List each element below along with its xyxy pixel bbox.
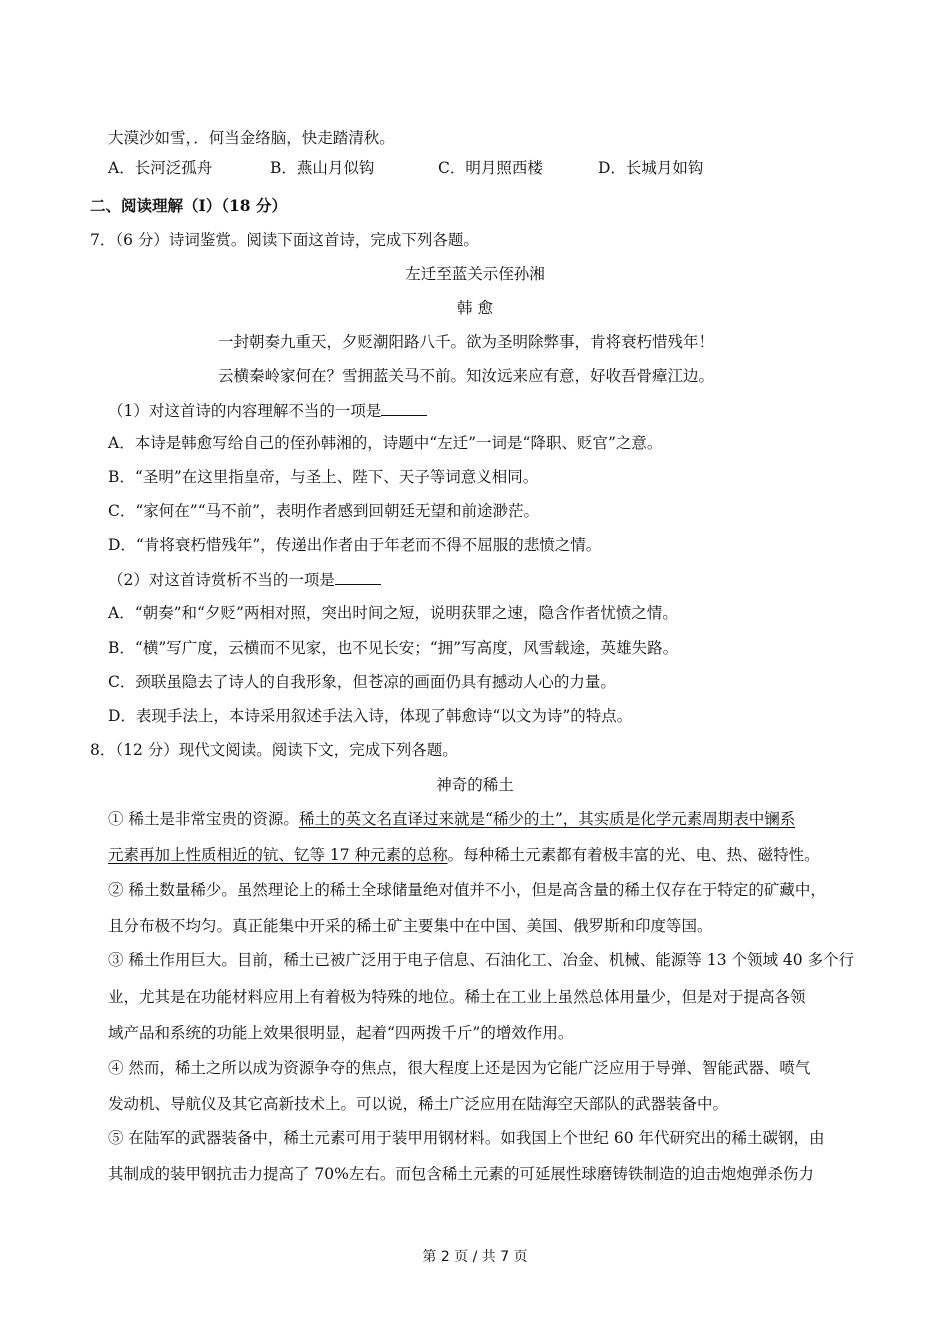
q7-sub1-option-a: A．本诗是韩愈写给自己的侄孙韩湘的，诗题中“左迁”一词是“降职、贬官”之意。 — [108, 434, 663, 452]
section-heading: 二、阅读理解（Ⅰ）（18 分） — [90, 196, 287, 215]
q7-sub1-option-b: B．“圣明”在这里指皇帝，与圣上、陛下、天子等词意义相同。 — [108, 468, 539, 486]
poem-line-1: 一封朝奏九重天，夕贬潮阳路八千。欲为圣明除弊事，肯将衰朽惜残年！ — [218, 333, 715, 351]
poem-title: 左迁至蓝关示侄孙湘 — [405, 265, 545, 283]
paragraph-4-line-1: ④ 然而，稀土之所以成为资源争夺的焦点，很大程度上还是因为它能广泛应用于导弹、智能武器、喷气 — [108, 1059, 811, 1077]
underlined-sentence: 元素再加上性质相近的钪、钇等 17 种元素的总称 — [108, 846, 448, 864]
q8-stem: 8．（12 分）现代文阅读。阅读下文，完成下列各题。 — [90, 741, 458, 759]
paragraph-2-line-2: 且分布极不均匀。真正能集中开采的稀土矿主要集中在中国、美国、俄罗斯和印度等国。 — [108, 917, 713, 935]
q7-sub2-option-b: B．“横”写广度，云横而不见家，也不见长安；“拥”写高度，风雪载途，英雄失路。 — [108, 639, 679, 657]
paragraph-3-line-2: 业，尤其是在功能材料应用上有着极为特殊的地位。稀土在工业上虽然总体用量少，但是对于提高各领 — [108, 988, 806, 1006]
q6-option-b: B．燕山月似钩 — [270, 159, 375, 177]
answer-blank — [381, 400, 427, 416]
poem-fill-line: 大漠沙如雪，．何当金络脑，快走踏清秋。 — [108, 129, 395, 147]
q7-sub1-option-c: C．“家何在”“马不前”，表明作者感到回朝廷无望和前途渺茫。 — [108, 502, 540, 520]
q6-option-a: A．长河泛孤舟 — [108, 159, 213, 177]
paragraph-4-line-2: 发动机、导航仪及其它高新技术上。可以说，稀土广泛应用在陆海空天部队的武器装备中。 — [108, 1095, 729, 1113]
paragraph-3-line-1: ③ 稀土作用巨大。目前，稀土已被广泛用于电子信息、石油化工、冶金、机械、能源等 13 个领域 40 多个行 — [108, 951, 855, 969]
q7-sub2-question: （2）对这首诗赏析不当的一项是 — [108, 569, 381, 590]
underlined-sentence: 稀土的英文名直译过来就是“稀少的土”，其实质是化学元素周期表中镧系 — [298, 810, 796, 828]
q6-options — [108, 158, 703, 178]
paragraph-5-line-2: 其制成的装甲钢抗击力提高了 70%左右。而包含稀土元素的可延展性球磨铸铁制造的迫击炮炮弹杀伤力 — [108, 1165, 814, 1183]
q7-stem: 7．（6 分）诗词鉴赏。阅读下面这首诗，完成下列各题。 — [90, 231, 479, 249]
poem-line-2: 云横秦岭家何在？雪拥蓝关马不前。知汝远来应有意，好收吾骨瘴江边。 — [218, 367, 715, 385]
q6-option-c: C．明月照西楼 — [438, 159, 543, 177]
page-number: 第 2 页 / 共 7 页 — [422, 1249, 528, 1265]
poem-author: 韩 愈 — [457, 299, 493, 317]
q7-sub1-option-d: D．“肯将衰朽惜残年”，传递出作者由于年老而不得不屈服的悲愤之情。 — [108, 536, 602, 554]
paragraph-1-line-2: 元素再加上性质相近的钪、钇等 17 种元素的总称。每种稀土元素都有着极丰富的光、电、热、磁特性。 — [108, 846, 820, 864]
q7-sub2-option-a: A．“朝奏”和“夕贬”两相对照，突出时间之短，说明获罪之速，隐含作者忧愤之情。 — [108, 604, 678, 622]
answer-blank — [335, 569, 381, 585]
paragraph-2-line-1: ② 稀土数量稀少。虽然理论上的稀土全球储量绝对值并不小，但是高含量的稀土仅存在于特定的矿藏中， — [108, 881, 826, 899]
paragraph-5-line-1: ⑤ 在陆军的武器装备中，稀土元素可用于装甲用钢材料。如我国上个世纪 60 年代研究出的稀土碳钢，由 — [108, 1129, 825, 1147]
q7-sub2-option-c: C．颈联虽隐去了诗人的自我形象，但苍凉的画面仍具有撼动人心的力量。 — [108, 673, 616, 691]
article-title: 神奇的稀土 — [436, 776, 514, 794]
paragraph-3-line-3: 域产品和系统的功能上效果很明显，起着“四两拨千斤”的增效作用。 — [108, 1024, 574, 1042]
q6-option-d: D．长城月如钩 — [598, 159, 704, 177]
q7-sub2-option-d: D．表现手法上，本诗采用叙述手法入诗，体现了韩愈诗“以文为诗”的特点。 — [108, 707, 633, 725]
q7-sub1-question: （1）对这首诗的内容理解不当的一项是 — [108, 400, 427, 421]
paragraph-1-line-1: ① 稀土是非常宝贵的资源。稀土的英文名直译过来就是“稀少的土”，其实质是化学元素周期表中镧系 — [108, 810, 796, 828]
